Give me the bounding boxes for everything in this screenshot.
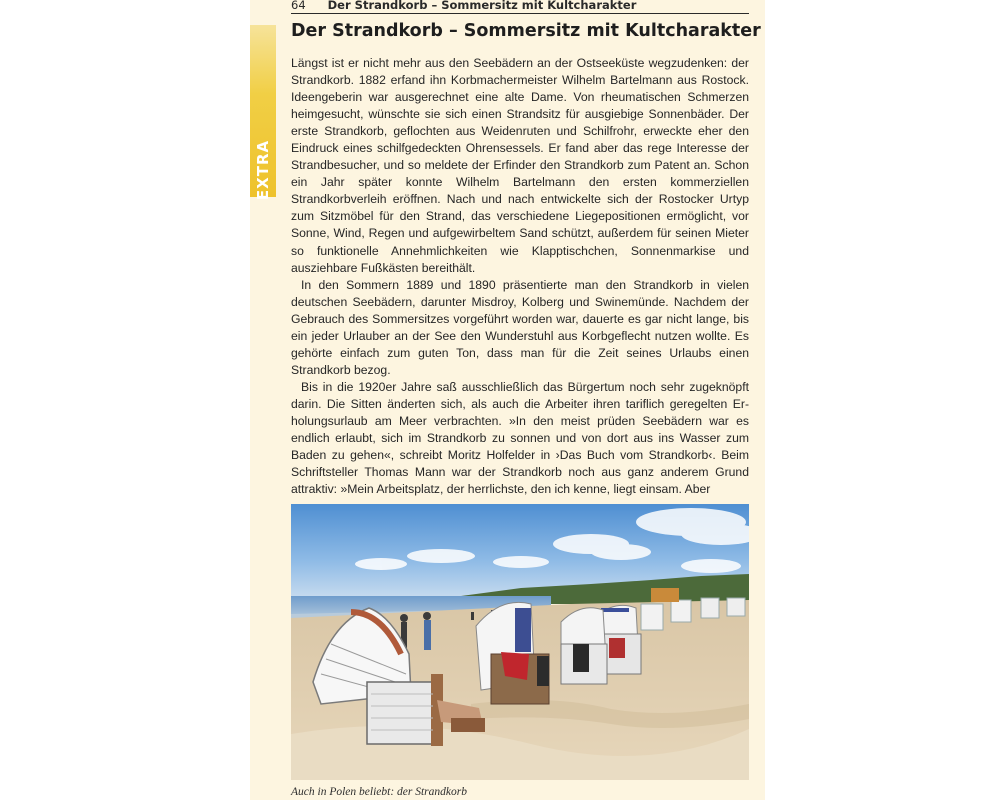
paragraph-1: Längst ist er nicht mehr aus den Seebädern an der Ostseeküste wegzudenken: der Strandkorb. 1882 erfand ihn Korbmachermeister Wilhelm Bartelmann aus Rostock. Ideengeberin war ausgerechnet eine alte Dame. Von rheumatischen Schmerzen heimgesucht, wünschte sie sich einen Strandsitz für ausgiebige Sonnenbäder. Der erste Strandkorb, geflochten aus Weidenruten und Schilfrohr, erweckte eher den Eindruck eines schilfgedeckten Ohrensessels. Er fand aber das rege Interesse der Strandbesucher, und so meldete der Erfinder den Strandkorb zum Patent an. Schon ein Jahr später konnte Wilhelm Bartelmann den ersten kommerziellen Strandkorbverleih eröffnen. Nach und nach entwickelte sich der Rostocker Urtyp zum Sitzmöbel für den Strand, das verschiedene Liegepositionen ermöglicht, vor Sonne, Wind, Regen und aufgewirbeltem Sand schützt, außerdem für seinen Mieter so funktionelle Annehmlichkeiten wie Klapptischchen, Sonnenmarkise und ausziehbare Fußkästen bereithält. xyxy=(291,56,749,275)
running-head xyxy=(291,0,749,14)
beach-chairs-photo xyxy=(291,504,749,780)
paragraph-3: Bis in die 1920er Jahre saß ausschließlich das Bürgertum noch sehr zugeknöpft darin. Die Sitten änderten sich, als auch die Arbeiter ihren tariflich geregelten Erholungsurlaub am Meer verbrachten. »In den meist prüden Seebädern war es endlich erlaubt, sich im Strandkorb zu sonnen und von dort aus ins Wasser zum Baden zu gehen«, schreibt Moritz Holfelder in ›Das Buch vom Strandkorb‹. Beim Schriftsteller Thomas Mann war der Strandkorb noch aus ganz anderem Grund attraktiv: »Mein Arbeitsplatz, der herrlichste, den ich kenne, liegt einsam. Aber xyxy=(291,379,749,497)
photo-caption: Auch in Polen beliebt: der Strandkorb xyxy=(291,786,467,798)
paragraph-2: In den Sommern 1889 und 1890 präsentierte man den Strandkorb in vielen deutschen Seebädern, darunter Misdroy, Kolberg und Swinemünde. Nachdem der Gebrauch des Sommersitzes vorgeführt worden war, dauerte es gar nicht lange, bis ein jeder Urlauber an der See den Wunderstuhl aus Korbgeflecht nutzen wollte. Es gehörte einfach zum guten Ton, dass man für die Zeit seines Urlaubs einen Strandkorb bezog. xyxy=(291,277,749,377)
extra-side-tab xyxy=(250,25,276,201)
article-body xyxy=(291,55,749,498)
side-tab-label: EXTRA xyxy=(254,139,272,201)
running-head-title: Der Strandkorb – Sommersitz mit Kultcharakter xyxy=(327,0,637,12)
beach-chair-mid xyxy=(561,608,607,684)
page-number: 64 xyxy=(291,0,306,12)
article-title: Der Strandkorb – Sommersitz mit Kultcharakter xyxy=(291,21,761,41)
